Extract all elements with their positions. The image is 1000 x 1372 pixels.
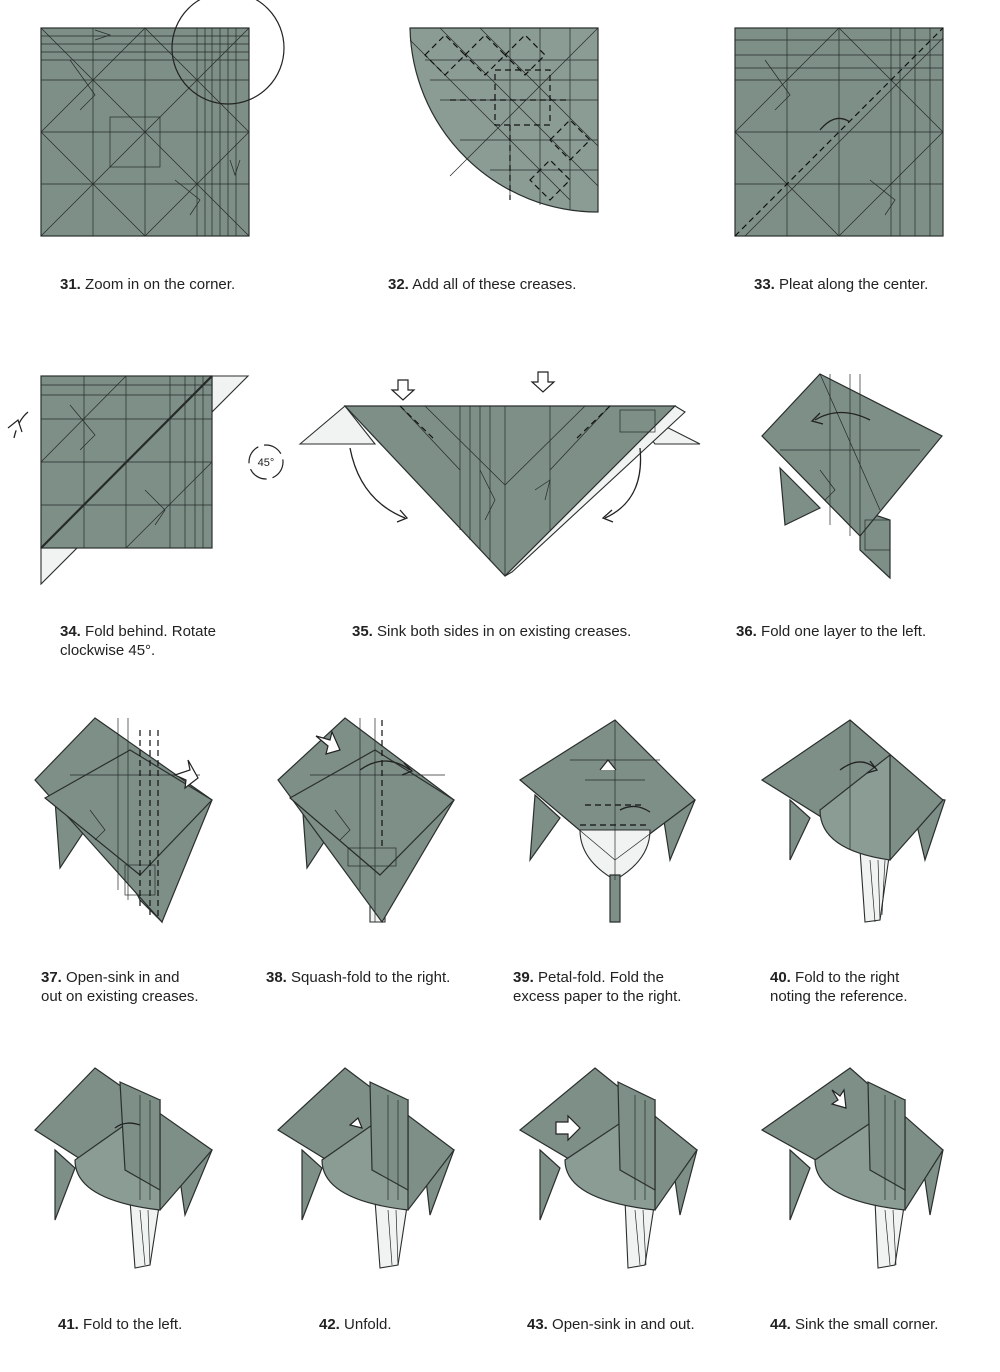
step-31-diagram	[0, 0, 330, 300]
step-number: 42.	[319, 1316, 340, 1333]
step-44-caption	[770, 1296, 938, 1334]
step-35	[300, 350, 720, 660]
step-42	[250, 1050, 500, 1360]
step-number: 36.	[736, 623, 757, 640]
step-number: 31.	[60, 276, 81, 293]
step-number: 43.	[527, 1316, 548, 1333]
step-number: 39.	[513, 969, 534, 986]
step-31	[0, 0, 330, 300]
step-text: Open-sink in and out on existing creases.	[41, 969, 199, 1005]
step-32	[330, 0, 670, 300]
step-34-caption	[60, 603, 216, 660]
step-text: Sink the small corner.	[795, 1316, 939, 1333]
step-number: 37.	[41, 969, 62, 986]
step-text: Squash-fold to the right.	[291, 969, 451, 986]
step-number: 38.	[266, 969, 287, 986]
step-number: 40.	[770, 969, 791, 986]
rotate-label: 45°	[257, 457, 275, 469]
step-40-caption	[770, 949, 908, 1006]
step-42-caption	[319, 1296, 392, 1334]
step-40	[750, 700, 1000, 1010]
step-text: Unfold.	[344, 1316, 392, 1333]
step-34	[0, 350, 300, 660]
step-36-caption	[736, 603, 926, 641]
step-33-diagram	[670, 0, 1000, 300]
step-37	[0, 700, 250, 1010]
step-37-caption	[41, 949, 199, 1006]
step-text: Fold to the right noting the reference.	[770, 969, 908, 1005]
step-43-caption	[527, 1296, 695, 1334]
step-number: 35.	[352, 623, 373, 640]
step-text: Fold to the left.	[83, 1316, 183, 1333]
step-text: Add all of these creases.	[412, 276, 577, 293]
step-33-caption	[754, 256, 928, 294]
step-35-caption	[352, 603, 631, 641]
step-38-caption	[266, 949, 450, 987]
step-text: Open-sink in and out.	[552, 1316, 695, 1333]
step-39	[500, 700, 750, 1010]
step-44	[750, 1050, 1000, 1360]
step-number: 34.	[60, 623, 81, 640]
step-39-caption	[513, 949, 681, 1006]
step-text: Zoom in on the corner.	[85, 276, 236, 293]
step-number: 32.	[388, 276, 409, 293]
step-32-caption	[388, 256, 576, 294]
step-36	[720, 350, 1000, 660]
step-38	[250, 700, 500, 1010]
step-number: 44.	[770, 1316, 791, 1333]
step-text: Fold one layer to the left.	[761, 623, 927, 640]
step-41-caption	[58, 1296, 182, 1334]
step-41	[0, 1050, 250, 1360]
step-number: 33.	[754, 276, 775, 293]
step-31-caption	[60, 256, 235, 294]
step-text: Sink both sides in on existing creases.	[377, 623, 632, 640]
step-43	[500, 1050, 750, 1360]
step-text: Fold behind. Rotate clockwise 45°.	[60, 623, 216, 659]
step-text: Pleat along the center.	[779, 276, 929, 293]
step-33	[670, 0, 1000, 300]
step-32-diagram	[330, 0, 670, 300]
step-number: 41.	[58, 1316, 79, 1333]
step-text: Petal-fold. Fold the excess paper to the right.	[513, 969, 682, 1005]
